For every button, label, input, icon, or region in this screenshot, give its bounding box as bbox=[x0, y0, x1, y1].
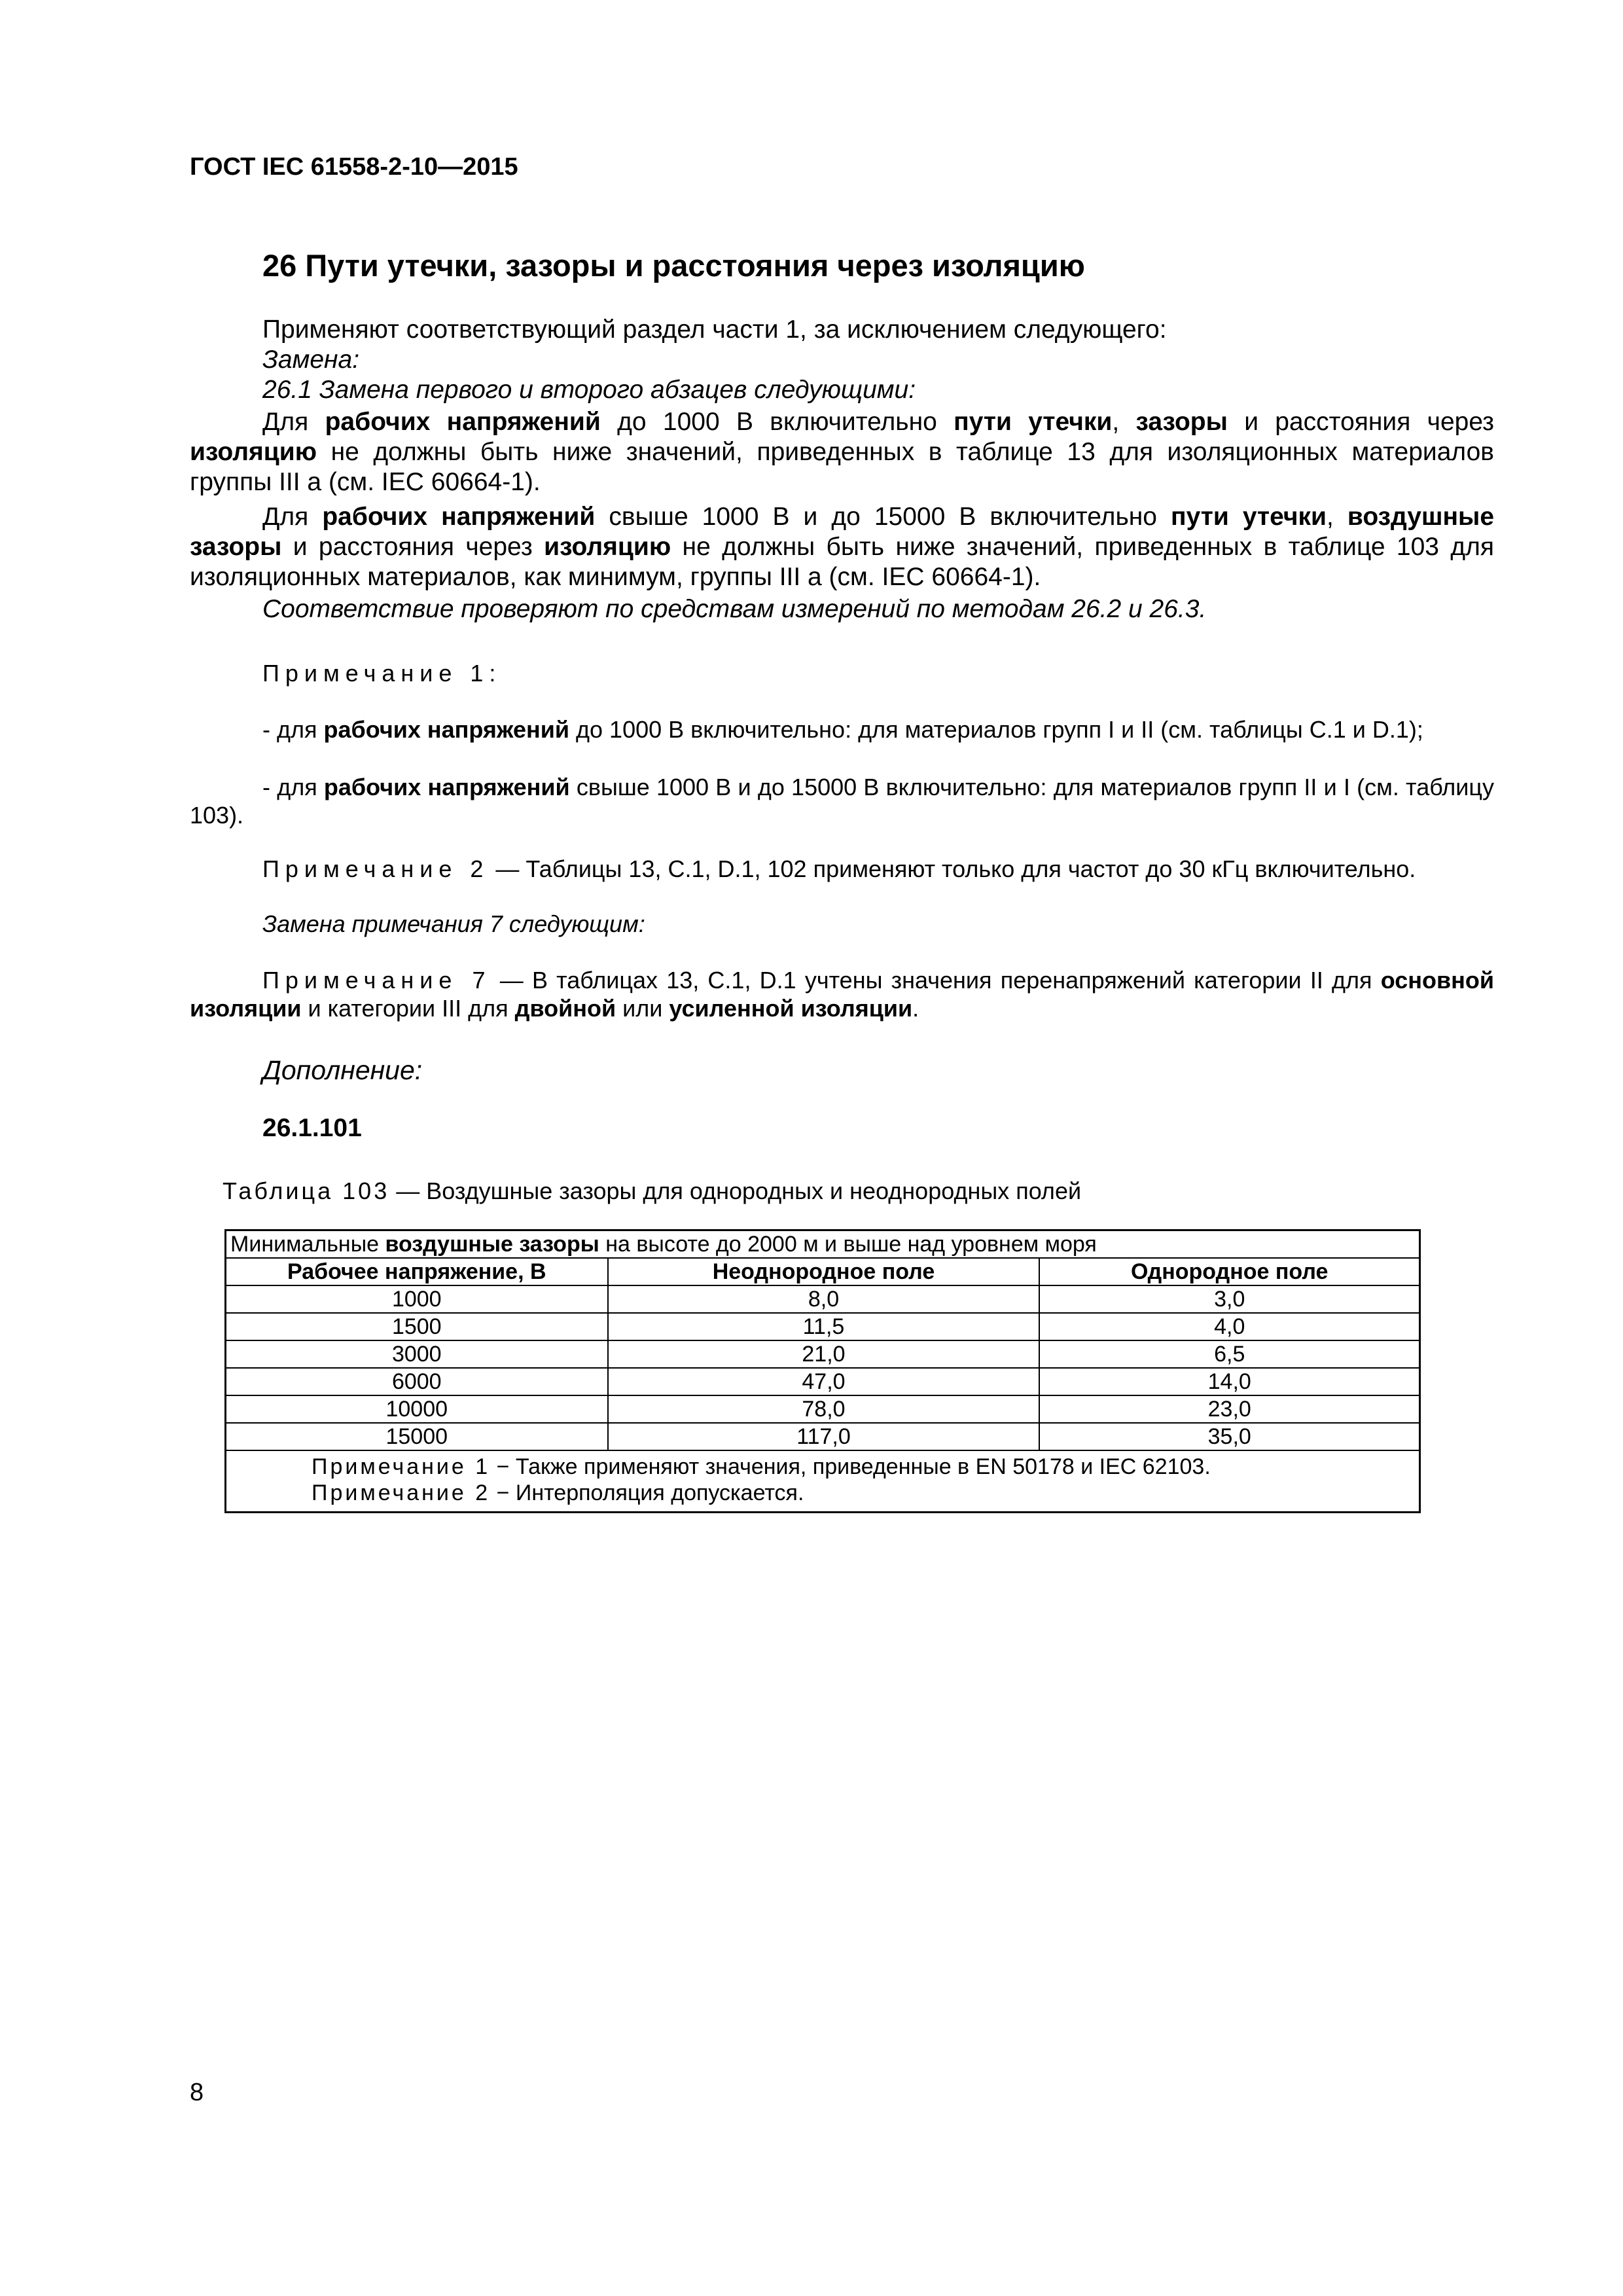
note-1-item-2: - для рабочих напряжений свыше 1000 В и до 15000 В включительно: для материалов групп II и I (см. таблицу 103). bbox=[190, 774, 1494, 829]
cell-voltage: 1000 bbox=[226, 1285, 608, 1313]
cell-nonuniform: 47,0 bbox=[608, 1368, 1040, 1395]
cell-voltage: 15000 bbox=[226, 1423, 608, 1450]
addition-label: Дополнение: bbox=[262, 1055, 423, 1085]
note-1-item-1: - для рабочих напряжений до 1000 В включительно: для материалов групп I и II (см. таблицы С.1 и D.1); bbox=[262, 716, 1423, 743]
cell-uniform: 14,0 bbox=[1039, 1368, 1419, 1395]
page-number: 8 bbox=[190, 2079, 204, 2106]
cell-uniform: 3,0 bbox=[1039, 1285, 1419, 1313]
table-row bbox=[226, 1395, 1420, 1423]
table-caption: Таблица 103 — Воздушные зазоры для однородных и неоднородных полей bbox=[223, 1177, 1082, 1204]
table-row bbox=[226, 1285, 1420, 1313]
note-1-label: Примечание 1: bbox=[262, 660, 502, 687]
header-uniform: Однородное поле bbox=[1039, 1258, 1419, 1285]
table-notes-row bbox=[226, 1450, 1420, 1513]
cell-voltage: 6000 bbox=[226, 1368, 608, 1395]
cell-uniform: 4,0 bbox=[1039, 1313, 1419, 1340]
note-7: Примечание 7 — В таблицах 13, С.1, D.1 учтены значения перенапряжений категории II для основной изоляции и категории III для двойной или усиленной изоляции. bbox=[190, 967, 1494, 1022]
table-row bbox=[226, 1423, 1420, 1450]
cell-uniform: 23,0 bbox=[1039, 1395, 1419, 1423]
table-row bbox=[226, 1313, 1420, 1340]
cell-uniform: 35,0 bbox=[1039, 1423, 1419, 1450]
cell-nonuniform: 11,5 bbox=[608, 1313, 1040, 1340]
cell-voltage: 10000 bbox=[226, 1395, 608, 1423]
table-note-2: Примечание 2 − Интерполяция допускается. bbox=[312, 1480, 804, 1505]
cell-nonuniform: 21,0 bbox=[608, 1340, 1040, 1368]
table-notes bbox=[226, 1450, 1420, 1513]
cell-voltage: 3000 bbox=[226, 1340, 608, 1368]
table-title-row bbox=[226, 1230, 1420, 1259]
cell-voltage: 1500 bbox=[226, 1313, 608, 1340]
replace-note-7: Замена примечания 7 следующим: bbox=[262, 910, 645, 937]
compliance-text: Соответствие проверяют по средствам измерений по методам 26.2 и 26.3. bbox=[262, 595, 1207, 623]
header-voltage: Рабочее напряжение, В bbox=[226, 1258, 608, 1285]
table-row bbox=[226, 1368, 1420, 1395]
doc-code-header: ГОСТ IEC 61558-2-10—2015 bbox=[190, 153, 518, 181]
table-header-row bbox=[226, 1258, 1420, 1285]
clause-number: 26.1.101 bbox=[262, 1114, 362, 1142]
replace-26-1: 26.1 Замена первого и второго абзацев следующими: bbox=[262, 376, 916, 404]
table-row bbox=[226, 1340, 1420, 1368]
section-title: 26 Пути утечки, зазоры и расстояния через изоляцию bbox=[262, 248, 1085, 283]
paragraph-2: Для рабочих напряжений свыше 1000 В и до 15000 В включительно пути утечки, воздушные зазоры и расстояния через изоляцию не должны быть ниже значений, приведенных в таблице 103 для изоляционных материалов, как минимум, группы III а (см. IEC 60664-1). bbox=[190, 503, 1495, 591]
intro-text: Применяют соответствующий раздел части 1, за исключением следующего: bbox=[262, 315, 1167, 344]
header-nonuniform: Неоднородное поле bbox=[608, 1258, 1040, 1285]
note-2: Примечание 2 — Таблицы 13, С.1, D.1, 102 применяют только для частот до 30 кГц включительно. bbox=[262, 855, 1416, 882]
cell-nonuniform: 78,0 bbox=[608, 1395, 1040, 1423]
cell-uniform: 6,5 bbox=[1039, 1340, 1419, 1368]
cell-nonuniform: 117,0 bbox=[608, 1423, 1040, 1450]
table-note-1: Примечание 1 − Также применяют значения, приведенные в EN 50178 и IEC 62103. bbox=[312, 1454, 1211, 1479]
replace-label: Замена: bbox=[262, 346, 360, 374]
paragraph-1: Для рабочих напряжений до 1000 В включительно пути утечки, зазоры и расстояния через изоляцию не должны быть ниже значений, приведенных в таблице 13 для изоляционных материалов группы III а (см. IEC 60664-1). bbox=[190, 408, 1495, 496]
cell-nonuniform: 8,0 bbox=[608, 1285, 1040, 1313]
clearances-table bbox=[224, 1229, 1421, 1513]
table-title: Минимальные воздушные зазоры на высоте до 2000 м и выше над уровнем моря bbox=[226, 1230, 1420, 1259]
